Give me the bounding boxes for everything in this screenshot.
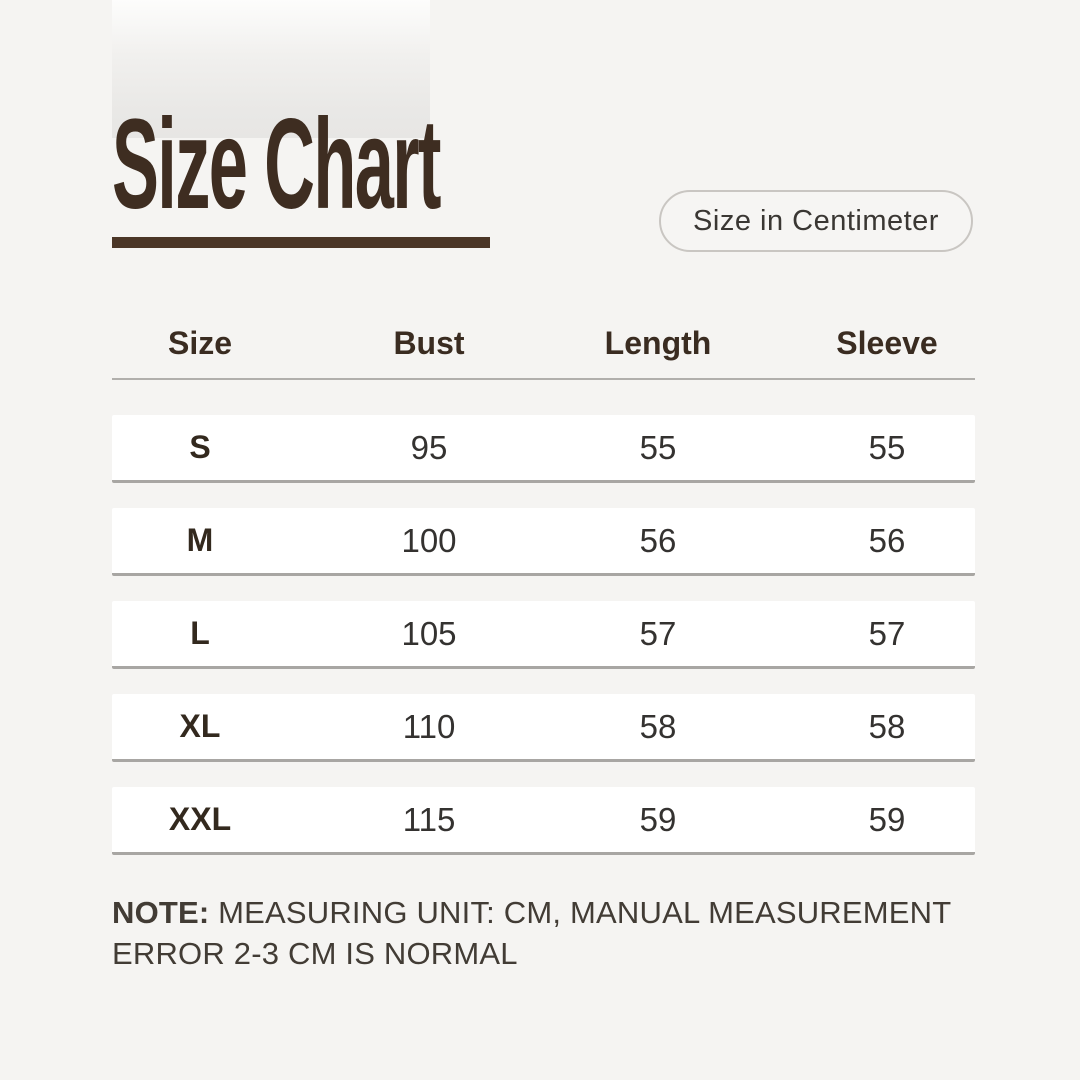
size-label: L <box>190 615 210 651</box>
size-table <box>112 308 975 880</box>
table-row-s <box>112 415 975 483</box>
measurement-note <box>112 893 984 975</box>
table-row-xxl <box>112 787 975 855</box>
sleeve-value: 59 <box>868 800 906 838</box>
header-divider <box>112 378 975 380</box>
length-value: 55 <box>639 428 677 466</box>
unit-badge-label: Size in Centimeter <box>693 204 939 237</box>
unit-badge <box>659 190 973 252</box>
page-title-text: Size Chart <box>112 93 440 236</box>
sleeve-value: 55 <box>868 428 906 466</box>
page-title <box>112 93 708 238</box>
size-label: XXL <box>168 801 232 837</box>
length-value: 58 <box>639 707 677 745</box>
size-label: M <box>186 522 214 558</box>
size-label: S <box>189 429 211 465</box>
table-row-l <box>112 601 975 669</box>
table-body <box>112 415 975 855</box>
note-body: MEASURING UNIT: CM, MANUAL MEASUREMENT ERROR 2-3 CM IS NORMAL <box>112 895 951 971</box>
bust-value: 100 <box>401 521 457 559</box>
column-header-bust: Bust <box>393 324 465 361</box>
title-underline <box>112 237 490 248</box>
length-value: 59 <box>639 800 677 838</box>
table-row-m <box>112 508 975 576</box>
column-header-size: Size <box>167 324 233 361</box>
table-header-row <box>112 308 975 378</box>
sleeve-value: 57 <box>868 614 906 652</box>
length-value: 57 <box>639 614 677 652</box>
sleeve-value: 56 <box>868 521 906 559</box>
column-header-length: Length <box>604 324 712 361</box>
bust-value: 105 <box>401 614 457 652</box>
note-prefix: NOTE: <box>112 895 210 930</box>
size-label: XL <box>179 708 221 744</box>
bust-value: 95 <box>410 428 448 466</box>
column-header-sleeve: Sleeve <box>836 324 938 361</box>
length-value: 56 <box>639 521 677 559</box>
table-row-xl <box>112 694 975 762</box>
bust-value: 110 <box>402 707 456 745</box>
bust-value: 115 <box>402 800 456 838</box>
sleeve-value: 58 <box>868 707 906 745</box>
